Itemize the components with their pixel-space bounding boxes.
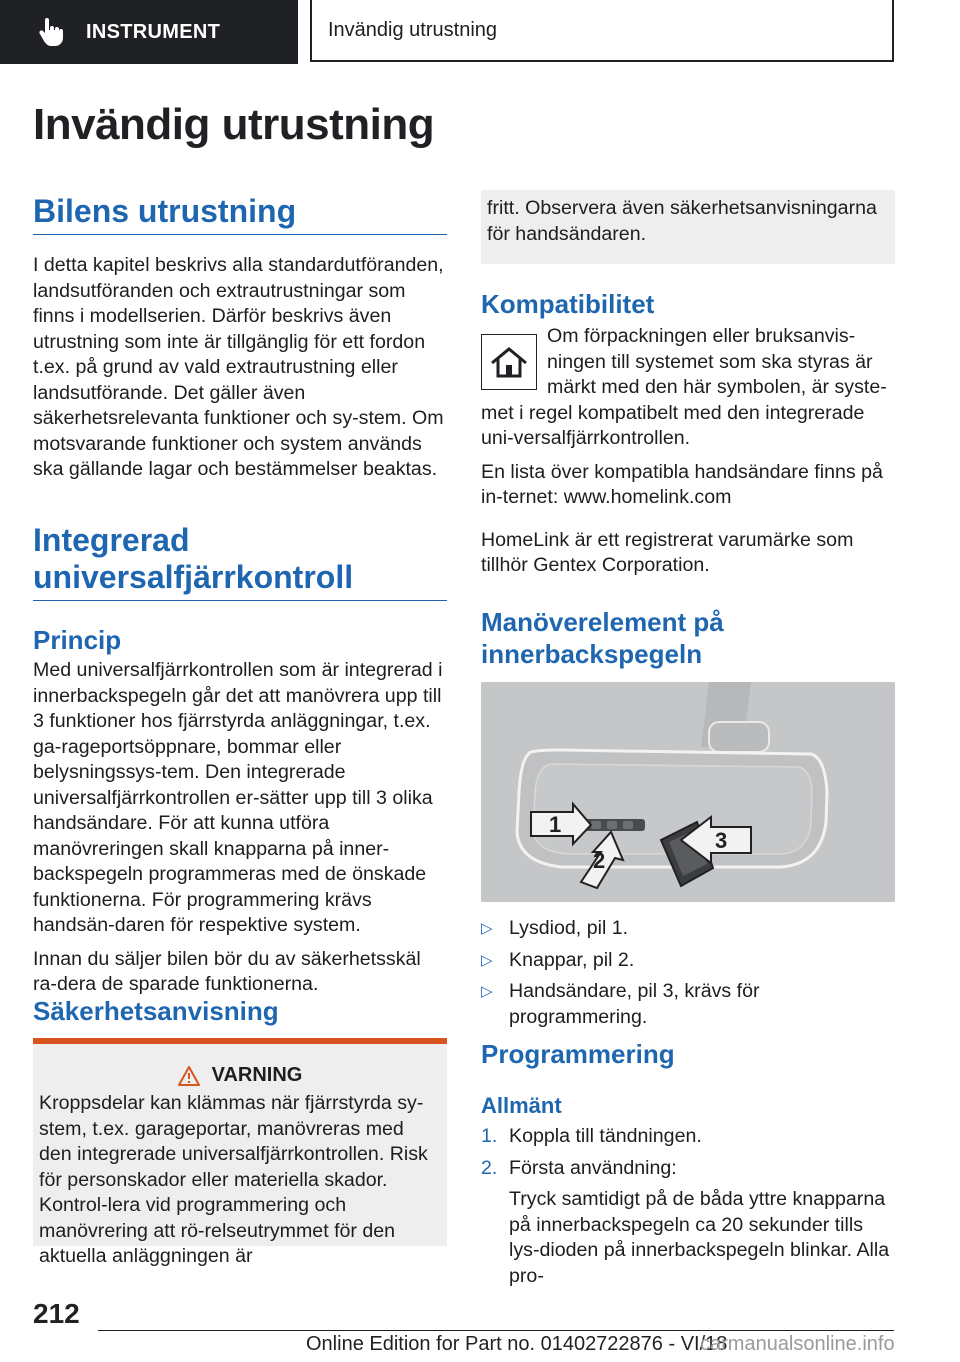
- sakerhet-section: [33, 995, 447, 1027]
- integrerad-heading-1: Integrerad: [33, 522, 190, 558]
- princip-section: [33, 624, 447, 998]
- princip-text-1: Med universalfjärrkontrollen som är integrerad i innerbackspegeln går det att manövrera upp till 3 funktioner hos fjärrstyrda anläggningar, t.ex. ga-rageportsöppnare, bommar eller belysningssys-tem. Den integrerade universalfjärrkontrollen er-sätter upp till 3 olika handsändare. För att kunna utföra manövreringen skall knapparna på inner-backspegeln programmeras med de önskade funktionerna. För programmering krävs handsän-daren för respektive system.: [33, 659, 443, 936]
- allmant-heading: Allmänt: [481, 1093, 562, 1118]
- bilens-text: I detta kapitel beskrivs alla standardutföranden, landsutföranden och extrautrustningar som finns i modellserien. Därför beskrivs även utrustning som inte är tillgänglig för ett fordon t.ex. på grund av vald extrautrustning eller landsutförande. Det gäller även säkerhetsrelevanta funktioner och sy-stem. Om motsvarande funktioner och system används ska gällande lagar och bestämmelser beaktas.: [33, 254, 444, 480]
- integrerad-heading-2: universalfjärrkontroll: [33, 559, 354, 595]
- princip-heading: Princip: [33, 625, 122, 655]
- page-number: 212: [33, 1298, 80, 1329]
- manover-heading-1: Manöverelement på: [481, 607, 724, 637]
- programmering-heading: Programmering: [481, 1039, 675, 1069]
- warning-text: Kroppsdelar kan klämmas när fjärrstyrda sy-stem, t.ex. garageportar, manövreras med den integrerade universalfjärrkontrollen. Risk för personskador eller materiella skador. Kontrol-lera vid programmering och manövrering att rö-relseutrymmet för den aktuella anläggningen är: [39, 1092, 428, 1267]
- section-tab: [0, 0, 298, 64]
- bilens-section: [33, 193, 447, 483]
- integrerad-section: [33, 522, 447, 601]
- kompat-heading: Kompatibilitet: [481, 289, 655, 319]
- kompat-text-3: HomeLink är ett registrerat varumärke som tillhör Gentex Corporation.: [481, 528, 854, 576]
- list-item: ▷ Lysdiod, pil 1.: [481, 916, 895, 942]
- chapter-label: Invändig utrustning: [328, 18, 498, 41]
- list-item: ▷ Handsändare, pil 3, krävs för programmering.: [481, 980, 760, 1028]
- programmering-section: [481, 1038, 895, 1295]
- manover-list: [481, 916, 895, 1036]
- kompat-text-1: Om förpackningen eller bruksanvis-ningen till systemet som ska styras är märkt med den här symbolen, är syste-met i regel kompatibelt med den integrerade uni-versalfjärrkontrollen.: [481, 325, 887, 449]
- list-item: 2. Första användning: Tryck samtidigt på de båda yttre knapparna på innerbackspegeln ca 20 sekunder tills lys-dioden på innerbackspegeln blinkar. Alla pro-: [481, 1156, 895, 1290]
- callout-1: 1: [549, 812, 562, 837]
- step-2-detail: Tryck samtidigt på de båda yttre knapparna på innerbackspegeln ca 20 sekunder tills lys-dioden på innerbackspegeln blinkar. Alla pro-: [509, 1188, 890, 1287]
- footer-divider: [98, 1330, 894, 1331]
- mirror-illustration: [481, 682, 895, 902]
- step-number: 2.: [481, 1156, 498, 1179]
- triangle-bullet-icon: ▷: [481, 951, 493, 969]
- list-item: 1. Koppla till tändningen.: [481, 1124, 895, 1150]
- triangle-bullet-icon: ▷: [481, 920, 493, 937]
- sakerhet-heading: Säkerhetsanvisning: [33, 996, 279, 1026]
- kompat-section: [481, 288, 895, 579]
- warning-cont-text: fritt. Observera även säkerhetsanvisningarna för handsändaren.: [487, 197, 877, 245]
- kompat-text-2: En lista över kompatibla handsändare finns på in-ternet: www.homelink.com: [481, 460, 883, 508]
- hand-pointer-icon: [36, 16, 68, 48]
- footer-watermark: carmanualsonline.info: [700, 1333, 895, 1355]
- step-number: 1.: [481, 1125, 498, 1147]
- triangle-bullet-icon: ▷: [481, 983, 493, 1000]
- callout-2: 2: [593, 848, 606, 873]
- warning-triangle-icon: [178, 1066, 200, 1086]
- manover-heading-2: innerbackspegeln: [481, 639, 703, 669]
- section-label: INSTRUMENT: [86, 20, 221, 43]
- warning-box: [33, 1038, 447, 1267]
- princip-text-2: Innan du säljer bilen bör du av säkerhetsskäl ra-dera de sparade funktionerna.: [33, 947, 421, 995]
- list-item: ▷ Knappar, pil 2.: [481, 948, 895, 974]
- warning-label: VARNING: [211, 1064, 303, 1086]
- manover-section: [481, 606, 895, 670]
- callout-3: 3: [715, 828, 728, 853]
- page-title: Invändig utrustning: [33, 100, 435, 149]
- bilens-heading: Bilens utrustning: [33, 193, 297, 229]
- warning-box-continued: [481, 190, 895, 264]
- right-column: [481, 0, 895, 1287]
- homelink-house-icon: [481, 334, 537, 390]
- warning-title: [39, 1064, 441, 1087]
- footer-edition: Online Edition for Part no. 01402722876 - VI/18: [306, 1333, 728, 1355]
